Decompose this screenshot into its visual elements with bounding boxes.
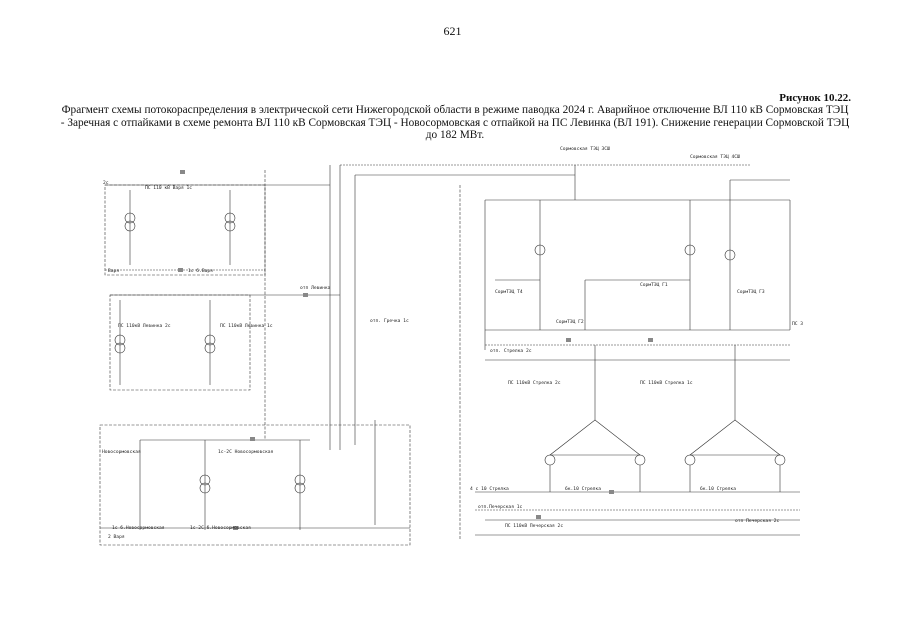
- figure-label: Рисунок 10.22.: [779, 92, 851, 104]
- label-ns-1c: 1с б.Новосормовская: [112, 526, 165, 531]
- label-sormov-4sh: Сормовская ТЭЦ 4СШ: [690, 155, 740, 160]
- label-gen-g2: СормТЭЦ Г2: [556, 320, 584, 325]
- label-pecherskaya-2c: отп Печерская 2с: [735, 519, 780, 524]
- label-strelka-bus-right: 6к.10 Стрелка: [700, 487, 736, 492]
- label-varya: Варя: [108, 269, 120, 274]
- label-levinka-2c: ПС 110кВ Левинка 2с: [118, 324, 171, 329]
- label-varya-low: 2 Варя: [108, 535, 125, 540]
- ps-varya-frame: [105, 185, 265, 275]
- label-novosormovskaya: Новосормовская: [102, 450, 141, 455]
- label-levinka-1c: ПС 110кВ Левинка 1с: [220, 324, 273, 329]
- label-varya-bus: 1с б.Варя: [188, 269, 213, 274]
- label-strelka-bus-mid: 6к.10 Стрелка: [565, 487, 601, 492]
- label-ps-pecherskaya: ПС 110кВ Печерская 2с: [505, 524, 564, 529]
- strelka-1c-delta: [690, 420, 780, 455]
- label-ps-varya: ПС 110 кВ Варя 1с: [145, 186, 193, 191]
- label-strelka-bus-left: 4 с 10 Стрелка: [470, 487, 509, 492]
- page-number: 621: [443, 24, 462, 38]
- label-ps-novosorm: 1с-2С Новосормовская: [218, 450, 274, 455]
- label-ps-strelka-2c: ПС 110кВ Стрелка 2с: [508, 381, 561, 386]
- label-otp-levinka: отп Левинка: [300, 286, 331, 291]
- figure-caption: Фрагмент схемы потокораспределения в электрической сети Нижегородской области в режиме паводка 2024 г. Аварийное отключение ВЛ 110 кВ Сормовская ТЭЦ - Заречная с отпайками в схеме ремонта ВЛ 110 кВ Сормовская ТЭЦ - Новосормовская с отпайкой на ПС Левинка (ВЛ 191). Снижение генерации Сормовской ТЭЦ до 182 МВт.: [60, 104, 850, 141]
- label-pecherskaya-1c: отп.Печерская 1с: [478, 505, 523, 510]
- label-ps-strelka-1c: ПС 110кВ Стрелка 1с: [640, 381, 693, 386]
- label-gen-g3: СормТЭЦ Г3: [737, 290, 765, 295]
- label-ns-bus: 1с-2С б.Новосормовская: [190, 526, 251, 531]
- label-otp-grechka: отп. Гречка 1с: [370, 319, 409, 324]
- ps-levinka-frame: [110, 295, 250, 390]
- label-sormov-3sh: Сормовская ТЭЦ 3СШ: [560, 147, 610, 152]
- label-ps3: ПС 3: [792, 322, 804, 327]
- label-gen-g1: СормТЭЦ Г1: [640, 283, 668, 288]
- label-varya-2c: 2с: [103, 181, 109, 186]
- strelka-2c-delta: [550, 420, 640, 455]
- label-otp-strelka: отп. Стрелка 2с: [490, 349, 532, 354]
- label-gen-t4: СормТЭЦ Т4: [495, 290, 523, 295]
